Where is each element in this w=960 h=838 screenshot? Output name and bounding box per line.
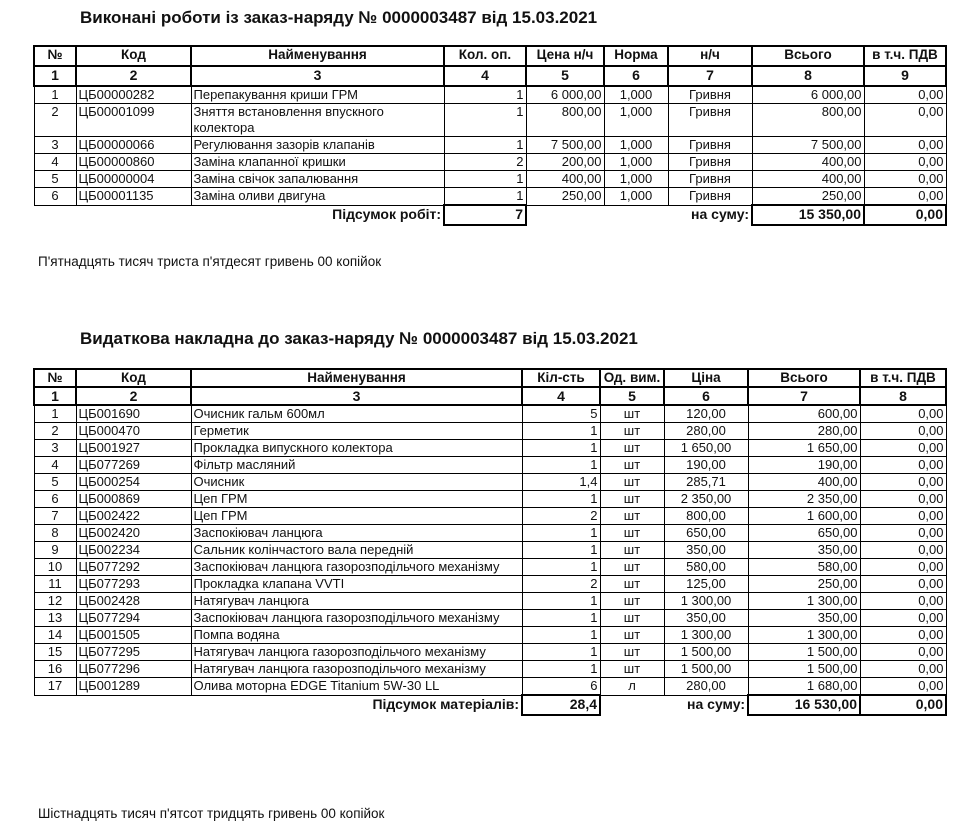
cell-n: 3 bbox=[34, 440, 76, 457]
cell-unit: шт bbox=[600, 542, 664, 559]
col-number: 2 bbox=[76, 387, 191, 405]
col-header: Кіл-сть bbox=[522, 369, 600, 387]
cell-total: 400,00 bbox=[752, 171, 864, 188]
cell-name: Герметик bbox=[191, 423, 522, 440]
cell-qty: 1 bbox=[522, 423, 600, 440]
table-row bbox=[34, 423, 946, 440]
cell-n: 12 bbox=[34, 593, 76, 610]
col-number: 8 bbox=[860, 387, 946, 405]
cell-price: 350,00 bbox=[664, 610, 748, 627]
materials-total-label: Підсумок матеріалів: bbox=[372, 695, 519, 712]
works-table bbox=[33, 45, 947, 226]
cell-unit: шт bbox=[600, 610, 664, 627]
cell-qty: 1 bbox=[522, 559, 600, 576]
cell-vat: 0,00 bbox=[860, 661, 946, 678]
cell-n: 6 bbox=[34, 188, 76, 206]
cell-price: 580,00 bbox=[664, 559, 748, 576]
cell-qty: 1 bbox=[522, 525, 600, 542]
cell-vat: 0,00 bbox=[860, 474, 946, 491]
works-total-label: Підсумок робіт: bbox=[332, 205, 441, 222]
col-header: в т.ч. ПДВ bbox=[860, 369, 946, 387]
cell-code: ЦБ000254 bbox=[76, 474, 191, 491]
cell-vat: 0,00 bbox=[860, 440, 946, 457]
col-number: 5 bbox=[600, 387, 664, 405]
cell-price: 2 350,00 bbox=[664, 491, 748, 508]
cell-total: 2 350,00 bbox=[748, 491, 860, 508]
cell-n: 1 bbox=[34, 86, 76, 104]
cell-unit: Гривня bbox=[668, 171, 752, 188]
col-number: 8 bbox=[752, 66, 864, 86]
cell-unit: шт bbox=[600, 457, 664, 474]
cell-code: ЦБ002422 bbox=[76, 508, 191, 525]
cell-vat: 0,00 bbox=[860, 457, 946, 474]
materials-sum-label: на суму: bbox=[687, 695, 745, 712]
col-header: № bbox=[34, 369, 76, 387]
cell-total: 1 680,00 bbox=[748, 678, 860, 696]
cell-total: 280,00 bbox=[748, 423, 860, 440]
col-number: 2 bbox=[76, 66, 191, 86]
cell-n: 2 bbox=[34, 104, 76, 137]
materials-total-qty: 28,4 bbox=[522, 695, 600, 715]
cell-norm: 1,000 bbox=[604, 171, 668, 188]
cell-unit: Гривня bbox=[668, 86, 752, 104]
cell-code: ЦБ000470 bbox=[76, 423, 191, 440]
cell-qty: 1 bbox=[522, 440, 600, 457]
cell-price: 1 500,00 bbox=[664, 661, 748, 678]
materials-total-sum: 16 530,00 bbox=[748, 695, 860, 715]
table-row bbox=[34, 576, 946, 593]
table-row bbox=[34, 627, 946, 644]
cell-code: ЦБ00000860 bbox=[76, 154, 191, 171]
cell-n: 5 bbox=[34, 474, 76, 491]
table-row bbox=[34, 171, 946, 188]
cell-total: 1 500,00 bbox=[748, 661, 860, 678]
cell-price: 400,00 bbox=[526, 171, 604, 188]
cell-vat: 0,00 bbox=[860, 576, 946, 593]
cell-price: 200,00 bbox=[526, 154, 604, 171]
cell-code: ЦБ001927 bbox=[76, 440, 191, 457]
cell-unit: шт bbox=[600, 405, 664, 423]
cell-name: Заміна свічок запалювання bbox=[191, 171, 444, 188]
table-row bbox=[34, 508, 946, 525]
cell-code: ЦБ077296 bbox=[76, 661, 191, 678]
cell-price: 280,00 bbox=[664, 423, 748, 440]
table-row bbox=[34, 137, 946, 154]
cell-qty: 1 bbox=[444, 137, 526, 154]
table-row bbox=[34, 542, 946, 559]
cell-vat: 0,00 bbox=[860, 423, 946, 440]
cell-code: ЦБ00000066 bbox=[76, 137, 191, 154]
col-header: Найменування bbox=[191, 46, 444, 66]
cell-name: Зняття встановлення впускного колектора bbox=[191, 104, 444, 137]
col-header: Код bbox=[76, 46, 191, 66]
cell-vat: 0,00 bbox=[860, 491, 946, 508]
cell-qty: 1 bbox=[522, 491, 600, 508]
cell-vat: 0,00 bbox=[860, 627, 946, 644]
materials-amount-in-words: Шістнадцять тисяч п'ятсот тридцять гривень 00 копійок bbox=[38, 806, 385, 821]
cell-price: 125,00 bbox=[664, 576, 748, 593]
cell-total: 1 650,00 bbox=[748, 440, 860, 457]
cell-name: Заспокіювач ланцюга газорозподільчого механізму bbox=[191, 559, 522, 576]
cell-n: 8 bbox=[34, 525, 76, 542]
cell-price: 280,00 bbox=[664, 678, 748, 696]
cell-vat: 0,00 bbox=[864, 188, 946, 206]
cell-vat: 0,00 bbox=[864, 171, 946, 188]
cell-total: 6 000,00 bbox=[752, 86, 864, 104]
col-number: 9 bbox=[864, 66, 946, 86]
cell-n: 1 bbox=[34, 405, 76, 423]
cell-n: 16 bbox=[34, 661, 76, 678]
cell-total: 1 500,00 bbox=[748, 644, 860, 661]
col-header: Ціна bbox=[664, 369, 748, 387]
cell-unit: шт bbox=[600, 491, 664, 508]
cell-code: ЦБ001289 bbox=[76, 678, 191, 696]
cell-price: 1 650,00 bbox=[664, 440, 748, 457]
table-row bbox=[34, 405, 946, 423]
cell-n: 7 bbox=[34, 508, 76, 525]
cell-price: 1 500,00 bbox=[664, 644, 748, 661]
works-header-row bbox=[34, 46, 946, 66]
col-header: Кол. оп. bbox=[444, 46, 526, 66]
cell-unit: Гривня bbox=[668, 154, 752, 171]
table-row bbox=[34, 593, 946, 610]
cell-vat: 0,00 bbox=[860, 610, 946, 627]
cell-norm: 1,000 bbox=[604, 137, 668, 154]
cell-unit: шт bbox=[600, 644, 664, 661]
cell-vat: 0,00 bbox=[864, 154, 946, 171]
cell-qty: 1 bbox=[444, 86, 526, 104]
col-number: 1 bbox=[34, 387, 76, 405]
cell-code: ЦБ00001135 bbox=[76, 188, 191, 206]
col-header: Всього bbox=[748, 369, 860, 387]
materials-title: Видаткова накладна до заказ-наряду № 0000003487 від 15.03.2021 bbox=[80, 329, 638, 348]
cell-unit: Гривня bbox=[668, 137, 752, 154]
cell-total: 190,00 bbox=[748, 457, 860, 474]
cell-code: ЦБ077294 bbox=[76, 610, 191, 627]
cell-total: 1 600,00 bbox=[748, 508, 860, 525]
cell-qty: 2 bbox=[522, 576, 600, 593]
cell-unit: шт bbox=[600, 627, 664, 644]
table-row bbox=[34, 440, 946, 457]
cell-name: Заміна оливи двигуна bbox=[191, 188, 444, 206]
cell-qty: 5 bbox=[522, 405, 600, 423]
cell-qty: 1 bbox=[522, 661, 600, 678]
cell-unit: шт bbox=[600, 559, 664, 576]
cell-vat: 0,00 bbox=[864, 104, 946, 137]
col-number: 3 bbox=[191, 387, 522, 405]
cell-total: 400,00 bbox=[752, 154, 864, 171]
col-number: 7 bbox=[668, 66, 752, 86]
works-total-row bbox=[34, 205, 946, 225]
cell-n: 13 bbox=[34, 610, 76, 627]
table-row bbox=[34, 610, 946, 627]
works-sum-label: на суму: bbox=[691, 205, 749, 222]
table-row bbox=[34, 154, 946, 171]
cell-vat: 0,00 bbox=[860, 644, 946, 661]
cell-qty: 1 bbox=[522, 610, 600, 627]
cell-name: Цеп ГРМ bbox=[191, 508, 522, 525]
cell-price: 285,71 bbox=[664, 474, 748, 491]
table-row bbox=[34, 104, 946, 137]
cell-vat: 0,00 bbox=[860, 559, 946, 576]
cell-name: Заміна клапанної кришки bbox=[191, 154, 444, 171]
col-header: Найменування bbox=[191, 369, 522, 387]
cell-total: 600,00 bbox=[748, 405, 860, 423]
cell-code: ЦБ077293 bbox=[76, 576, 191, 593]
cell-n: 3 bbox=[34, 137, 76, 154]
cell-name: Прокладка випускного колектора bbox=[191, 440, 522, 457]
col-number: 4 bbox=[522, 387, 600, 405]
cell-price: 6 000,00 bbox=[526, 86, 604, 104]
materials-table bbox=[33, 368, 947, 716]
materials-total-row bbox=[34, 695, 946, 715]
table-row bbox=[34, 474, 946, 491]
cell-name: Помпа водяна bbox=[191, 627, 522, 644]
cell-price: 190,00 bbox=[664, 457, 748, 474]
works-total-sum: 15 350,00 bbox=[752, 205, 864, 225]
col-number: 7 bbox=[748, 387, 860, 405]
cell-name: Заспокіювач ланцюга газорозподільчого механізму bbox=[191, 610, 522, 627]
cell-qty: 1 bbox=[522, 593, 600, 610]
cell-qty: 1 bbox=[522, 457, 600, 474]
col-number: 4 bbox=[444, 66, 526, 86]
cell-code: ЦБ077292 bbox=[76, 559, 191, 576]
cell-price: 650,00 bbox=[664, 525, 748, 542]
cell-n: 4 bbox=[34, 154, 76, 171]
cell-unit: шт bbox=[600, 661, 664, 678]
col-number: 5 bbox=[526, 66, 604, 86]
cell-n: 11 bbox=[34, 576, 76, 593]
table-row bbox=[34, 457, 946, 474]
materials-header-row bbox=[34, 369, 946, 387]
cell-name: Прокладка клапана VVTI bbox=[191, 576, 522, 593]
cell-price: 350,00 bbox=[664, 542, 748, 559]
cell-total: 1 300,00 bbox=[748, 627, 860, 644]
cell-vat: 0,00 bbox=[864, 137, 946, 154]
table-row bbox=[34, 644, 946, 661]
cell-n: 6 bbox=[34, 491, 76, 508]
cell-unit: шт bbox=[600, 440, 664, 457]
table-row bbox=[34, 678, 946, 696]
cell-unit: шт bbox=[600, 576, 664, 593]
table-row bbox=[34, 525, 946, 542]
cell-price: 120,00 bbox=[664, 405, 748, 423]
cell-vat: 0,00 bbox=[864, 86, 946, 104]
cell-code: ЦБ001690 bbox=[76, 405, 191, 423]
cell-vat: 0,00 bbox=[860, 678, 946, 696]
cell-n: 4 bbox=[34, 457, 76, 474]
cell-code: ЦБ002420 bbox=[76, 525, 191, 542]
col-header: Код bbox=[76, 369, 191, 387]
cell-code: ЦБ077269 bbox=[76, 457, 191, 474]
cell-code: ЦБ001505 bbox=[76, 627, 191, 644]
works-title: Виконані роботи із заказ-наряду № 0000003487 від 15.03.2021 bbox=[80, 8, 598, 27]
cell-n: 15 bbox=[34, 644, 76, 661]
cell-total: 400,00 bbox=[748, 474, 860, 491]
materials-total-vat: 0,00 bbox=[860, 695, 946, 715]
col-number: 6 bbox=[664, 387, 748, 405]
cell-n: 9 bbox=[34, 542, 76, 559]
cell-code: ЦБ002234 bbox=[76, 542, 191, 559]
cell-total: 800,00 bbox=[752, 104, 864, 137]
cell-code: ЦБ00001099 bbox=[76, 104, 191, 137]
cell-vat: 0,00 bbox=[860, 593, 946, 610]
cell-qty: 6 bbox=[522, 678, 600, 696]
cell-total: 7 500,00 bbox=[752, 137, 864, 154]
cell-norm: 1,000 bbox=[604, 188, 668, 206]
cell-qty: 1,4 bbox=[522, 474, 600, 491]
col-header: № bbox=[34, 46, 76, 66]
cell-name: Перепакування криши ГРМ bbox=[191, 86, 444, 104]
cell-n: 2 bbox=[34, 423, 76, 440]
cell-norm: 1,000 bbox=[604, 104, 668, 137]
cell-vat: 0,00 bbox=[860, 542, 946, 559]
works-colnum-row bbox=[34, 66, 946, 86]
cell-norm: 1,000 bbox=[604, 86, 668, 104]
cell-name: Заспокіювач ланцюга bbox=[191, 525, 522, 542]
cell-n: 14 bbox=[34, 627, 76, 644]
cell-code: ЦБ00000282 bbox=[76, 86, 191, 104]
cell-unit: Гривня bbox=[668, 104, 752, 137]
cell-unit: Гривня bbox=[668, 188, 752, 206]
cell-name: Натягувач ланцюга газорозподільчого механізму bbox=[191, 644, 522, 661]
cell-qty: 1 bbox=[522, 644, 600, 661]
col-number: 3 bbox=[191, 66, 444, 86]
works-total-vat: 0,00 bbox=[864, 205, 946, 225]
cell-unit: л bbox=[600, 678, 664, 696]
table-row bbox=[34, 491, 946, 508]
cell-name: Очисник bbox=[191, 474, 522, 491]
table-row bbox=[34, 559, 946, 576]
cell-code: ЦБ002428 bbox=[76, 593, 191, 610]
cell-total: 580,00 bbox=[748, 559, 860, 576]
cell-unit: шт bbox=[600, 423, 664, 440]
cell-total: 350,00 bbox=[748, 610, 860, 627]
cell-qty: 1 bbox=[444, 171, 526, 188]
cell-qty: 2 bbox=[444, 154, 526, 171]
cell-n: 17 bbox=[34, 678, 76, 696]
cell-code: ЦБ077295 bbox=[76, 644, 191, 661]
table-row bbox=[34, 86, 946, 104]
cell-total: 650,00 bbox=[748, 525, 860, 542]
col-header: Од. вим. bbox=[600, 369, 664, 387]
materials-colnum-row bbox=[34, 387, 946, 405]
col-number: 6 bbox=[604, 66, 668, 86]
cell-unit: шт bbox=[600, 525, 664, 542]
cell-qty: 1 bbox=[444, 104, 526, 137]
cell-name: Регулювання зазорів клапанів bbox=[191, 137, 444, 154]
cell-name: Очисник гальм 600мл bbox=[191, 405, 522, 423]
cell-n: 5 bbox=[34, 171, 76, 188]
cell-price: 1 300,00 bbox=[664, 627, 748, 644]
works-total-qty: 7 bbox=[444, 205, 526, 225]
col-header: в т.ч. ПДВ bbox=[864, 46, 946, 66]
cell-price: 250,00 bbox=[526, 188, 604, 206]
col-number: 1 bbox=[34, 66, 76, 86]
cell-total: 250,00 bbox=[748, 576, 860, 593]
cell-qty: 1 bbox=[444, 188, 526, 206]
cell-name: Натягувач ланцюга bbox=[191, 593, 522, 610]
col-header: н/ч bbox=[668, 46, 752, 66]
cell-code: ЦБ000869 bbox=[76, 491, 191, 508]
cell-code: ЦБ00000004 bbox=[76, 171, 191, 188]
table-row bbox=[34, 661, 946, 678]
cell-vat: 0,00 bbox=[860, 525, 946, 542]
cell-name: Сальник колінчастого вала передній bbox=[191, 542, 522, 559]
works-amount-in-words: П'ятнадцять тисяч триста п'ятдесят гривень 00 копійок bbox=[38, 254, 382, 269]
cell-unit: шт bbox=[600, 593, 664, 610]
col-header: Цена н/ч bbox=[526, 46, 604, 66]
col-header: Норма bbox=[604, 46, 668, 66]
cell-name: Цеп ГРМ bbox=[191, 491, 522, 508]
cell-name: Олива моторна EDGE Titanium 5W-30 LL bbox=[191, 678, 522, 696]
cell-price: 1 300,00 bbox=[664, 593, 748, 610]
cell-total: 1 300,00 bbox=[748, 593, 860, 610]
cell-name: Натягувач ланцюга газорозподільчого механізму bbox=[191, 661, 522, 678]
cell-n: 10 bbox=[34, 559, 76, 576]
cell-total: 350,00 bbox=[748, 542, 860, 559]
cell-norm: 1,000 bbox=[604, 154, 668, 171]
cell-price: 800,00 bbox=[664, 508, 748, 525]
cell-price: 7 500,00 bbox=[526, 137, 604, 154]
cell-unit: шт bbox=[600, 474, 664, 491]
cell-name: Фільтр масляний bbox=[191, 457, 522, 474]
col-header: Всього bbox=[752, 46, 864, 66]
cell-vat: 0,00 bbox=[860, 508, 946, 525]
cell-vat: 0,00 bbox=[860, 405, 946, 423]
cell-price: 800,00 bbox=[526, 104, 604, 137]
cell-qty: 1 bbox=[522, 627, 600, 644]
cell-qty: 2 bbox=[522, 508, 600, 525]
table-row bbox=[34, 188, 946, 206]
cell-total: 250,00 bbox=[752, 188, 864, 206]
cell-unit: шт bbox=[600, 508, 664, 525]
cell-qty: 1 bbox=[522, 542, 600, 559]
